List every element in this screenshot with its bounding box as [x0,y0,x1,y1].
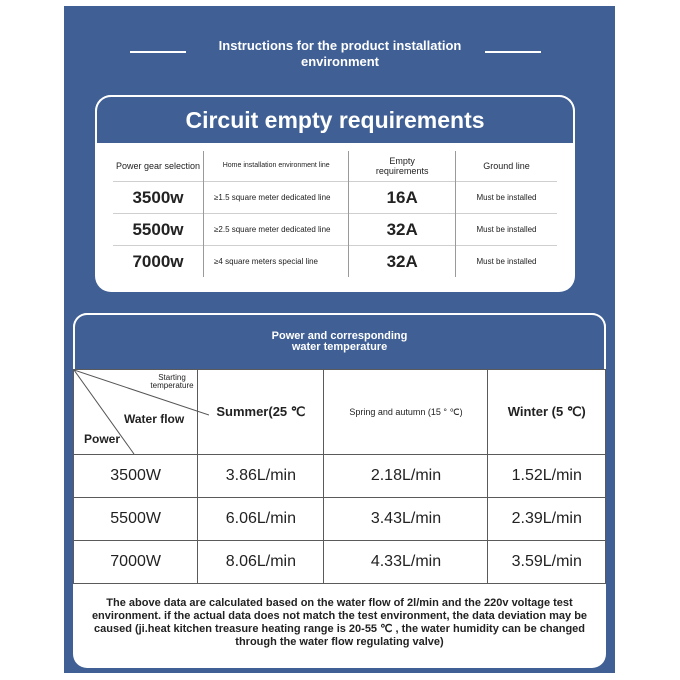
water-row-summer: 8.06L/min [198,541,324,584]
season-spring-autumn: Spring and autumn (15 ° ℃) [324,370,488,455]
col-home-line: Home installation environment line [204,151,349,182]
starting-temperature-label: Starting temperature [150,373,194,390]
circuit-amp: 32A [349,214,456,246]
page-title [180,38,500,70]
water-row-spring-autumn: 3.43L/min [324,498,488,541]
water-row-spring-autumn: 2.18L/min [324,455,488,498]
water-row-winter: 3.59L/min [488,541,606,584]
circuit-line: ≥1.5 square meter dedicated line [204,182,349,214]
circuit-ground: Must be installed [455,246,557,278]
water-table [73,369,606,584]
water-row-winter: 2.39L/min [488,498,606,541]
water-row-winter: 1.52L/min [488,455,606,498]
water-flow-label: Water flow [124,412,185,426]
col-ground: Ground line [455,151,557,182]
circuit-power: 3500w [113,182,204,214]
circuit-header-row [113,151,557,182]
water-row [74,498,606,541]
water-row-power: 5500W [74,498,198,541]
water-title [73,313,606,369]
water-row-power: 7000W [74,541,198,584]
page-title-line2: environment [300,54,379,69]
circuit-power: 7000w [113,246,204,278]
footnote-text: The above data are calculated based on the water flow of 2l/min and the 220v voltage test environment. if the actual data does not match the test environment, the data deviation may be caused (ji.heat kitchen treasure heating range is 20-55 ℃ , the water humidity can be changed through the water flow regulating valve) [91,597,588,648]
circuit-amp: 32A [349,246,456,278]
corner-diagonal [74,370,197,454]
circuit-card [95,95,575,292]
water-row-summer: 6.06L/min [198,498,324,541]
circuit-title: Circuit empty requirements [95,95,575,145]
circuit-row [113,214,557,246]
season-winter: Winter (5 ℃) [488,370,606,455]
water-row [74,541,606,584]
circuit-line: ≥2.5 square meter dedicated line [204,214,349,246]
col-power-gear: Power gear selection [115,161,201,171]
circuit-line: ≥4 square meters special line [204,246,349,278]
header-left-rule [130,51,186,53]
water-title-line2: water temperature [291,341,388,353]
season-summer: Summer(25 ℃ [198,370,324,455]
circuit-ground: Must be installed [455,182,557,214]
water-row-power: 3500W [74,455,198,498]
circuit-ground: Must be installed [455,214,557,246]
col-empty-req: Empty requirements [349,151,456,182]
power-label: Power [84,432,121,446]
water-header-row [74,370,606,455]
circuit-row [113,246,557,278]
circuit-power: 5500w [113,214,204,246]
circuit-row [113,182,557,214]
page-title-line1: Instructions for the product installation [218,38,462,53]
water-row-summer: 3.86L/min [198,455,324,498]
circuit-amp: 16A [349,182,456,214]
water-row-spring-autumn: 4.33L/min [324,541,488,584]
water-row [74,455,606,498]
corner-cell [74,370,198,455]
water-card [73,313,606,668]
circuit-table [113,151,557,277]
water-title-line1: Power and corresponding [271,330,408,342]
